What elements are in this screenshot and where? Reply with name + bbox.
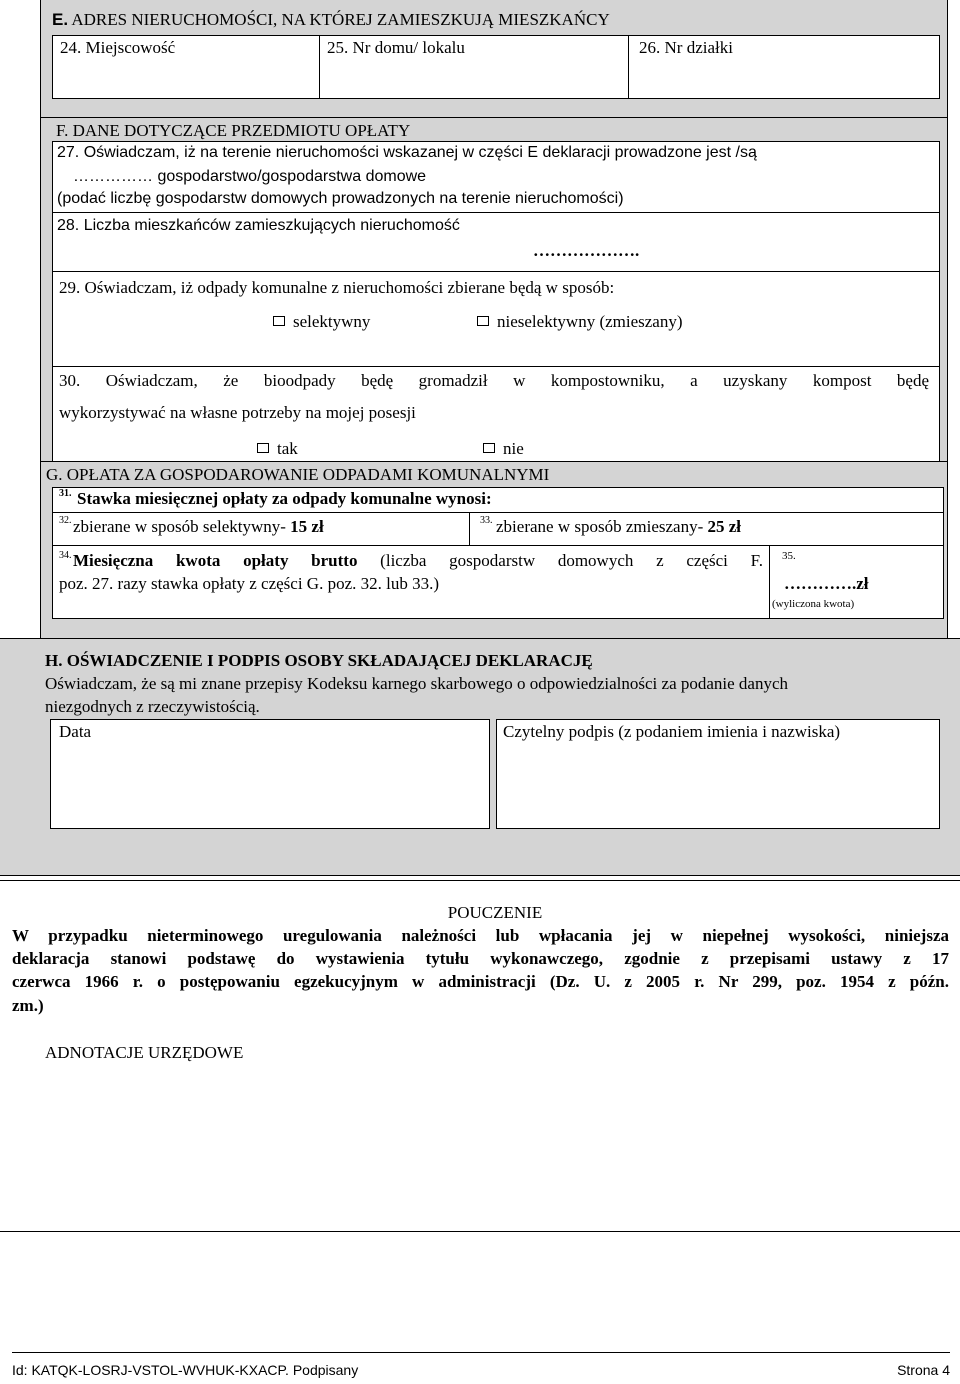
- field-33-label: zbierane w sposób zmieszany-: [496, 517, 708, 536]
- checkbox-square[interactable]: [273, 316, 285, 326]
- field-35-note: (wyliczona kwota): [772, 598, 855, 610]
- field-30-kompostownik: [52, 366, 940, 462]
- field-30-line1: 30. Oświadczam, że bioodpady będę gromadził w kompostowniku, a uzyskany kompost będę: [59, 371, 929, 390]
- footer-page: Strona 4: [897, 1362, 950, 1378]
- checkbox-square[interactable]: [257, 443, 269, 453]
- field-27-line3: (podać liczbę gospodarstw domowych prowadzonych na terenie nieruchomości): [57, 190, 624, 207]
- field-27-line1: 27. Oświadczam, iż na terenie nieruchomości wskazanej w części E deklaracji prowadzone jest /są: [57, 144, 757, 161]
- field-26-label: 26. Nr działki: [639, 38, 733, 57]
- checkbox-nieselektywny[interactable]: [477, 312, 683, 332]
- field-33-amount: 25 zł: [707, 517, 742, 536]
- pouczenie-title: POUCZENIE: [447, 903, 543, 922]
- section-h-title: H. OŚWIADCZENIE I PODPIS OSOBY SKŁADAJĄCEJ DEKLARACJĘ: [45, 651, 593, 670]
- section-e-title: [52, 10, 610, 30]
- field-30-line2: wykorzystywać na własne potrzeby na mojej posesji: [59, 403, 416, 422]
- field-35-wyliczona-kwota[interactable]: [769, 545, 944, 619]
- field-25-nr-domu[interactable]: [319, 35, 629, 99]
- field-24-label: 24. Miejscowość: [60, 38, 176, 57]
- field-32-amount: 15 zł: [290, 517, 324, 536]
- field-26-nr-dzialki[interactable]: [628, 35, 940, 99]
- adnotacje-urzedowe: ADNOTACJE URZĘDOWE: [45, 1043, 244, 1062]
- checkbox-tak[interactable]: [257, 439, 298, 459]
- pouczenie-line1: W przypadku nieterminowego uregulowania należności lub wpłacania jej w niepełnej wysokości, niniejsza: [12, 926, 949, 945]
- section-e-title-text: ADRES NIERUCHOMOŚCI, NA KTÓREJ ZAMIESZKUJĄ MIESZKAŃCY: [71, 10, 610, 29]
- pouczenie-line4: zm.): [12, 996, 44, 1015]
- checkbox-selektywny-label: selektywny: [293, 312, 371, 331]
- section-h-line1: Oświadczam, że są mi znane przepisy Kodeksu karnego skarbowego o odpowiedzialności za podanie danych: [45, 674, 789, 693]
- checkbox-tak-label: tak: [277, 439, 298, 458]
- field-32-selektywny: 32. zbierane w sposób selektywny- 15 zł: [52, 512, 470, 546]
- field-34-kwota-opisu: 34. Miesięczna kwota opłaty brutto (liczba gospodarstw domowych z części F. poz. 27. razy stawka opłaty z części G. poz. 32. lub 33.): [52, 545, 770, 619]
- section-e-letter: E.: [52, 10, 69, 29]
- section-h-line2: niezgodnych z rzeczywistością.: [45, 697, 260, 716]
- field-34-line2: poz. 27. razy stawka opłaty z części G. poz. 32. lub 33.): [59, 574, 440, 593]
- field-data-label: Data: [59, 722, 92, 741]
- field-podpis[interactable]: [496, 719, 940, 829]
- field-29-sposob-zbierania: [52, 271, 940, 367]
- field-podpis-label: Czytelny podpis (z podaniem imienia i nazwiska): [503, 722, 841, 741]
- field-28-liczba-mieszkancow[interactable]: [52, 212, 940, 272]
- checkbox-square[interactable]: [477, 316, 489, 326]
- section-g-title: G. OPŁATA ZA GOSPODAROWANIE ODPADAMI KOMUNALNYMI: [46, 465, 550, 484]
- footer-rule: [12, 1352, 950, 1353]
- field-24-miejscowosc[interactable]: [52, 35, 320, 99]
- field-33-zmieszany: 33. zbierane w sposób zmieszany- 25 zł: [469, 512, 944, 546]
- checkbox-square[interactable]: [483, 443, 495, 453]
- footer-id: Id: KATQK-LOSRJ-VSTOL-WVHUK-KXACP. Podpisany: [12, 1362, 359, 1378]
- checkbox-nie[interactable]: [483, 439, 524, 459]
- field-27-gospodarstwa[interactable]: [52, 141, 940, 213]
- field-28-dots: ……………….: [533, 241, 640, 260]
- pouczenie-line2: deklaracja stanowi podstawę do wystawienia tytułu wykonawczego, zgodnie z przepisami ustawy z 17: [12, 949, 949, 968]
- field-27-line2: …………… gospodarstwo/gospodarstwa domowe: [73, 168, 427, 185]
- field-data[interactable]: [50, 719, 490, 829]
- field-35-number: 35.: [782, 550, 796, 562]
- field-32-label: zbierane w sposób selektywny-: [73, 517, 291, 536]
- field-35-value: ………….zł: [784, 574, 869, 593]
- field-28-label: 28. Liczba mieszkańców zamieszkujących nieruchomość: [57, 217, 460, 234]
- checkbox-nieselektywny-label: nieselektywny (zmieszany): [497, 312, 683, 331]
- section-f-title: F. DANE DOTYCZĄCE PRZEDMIOTU OPŁATY: [56, 121, 411, 140]
- field-34-label-rest: (liczba gospodarstw domowych z części F.: [357, 551, 763, 570]
- field-25-label: 25. Nr domu/ lokalu: [327, 38, 465, 57]
- checkbox-nie-label: nie: [503, 439, 524, 458]
- field-34-label-bold: Miesięczna kwota opłaty brutto: [73, 551, 358, 570]
- field-31-label: Stawka miesięcznej opłaty za odpady komunalne wynosi:: [77, 489, 492, 508]
- pouczenie-line3: czerwca 1966 r. o postępowaniu egzekucyjnym w administracji (Dz. U. z 2005 r. Nr 299, poz. 1954 z późn.: [12, 972, 949, 991]
- checkbox-selektywny[interactable]: [273, 312, 370, 332]
- field-31-stawka: 31. Stawka miesięcznej opłaty za odpady komunalne wynosi:: [52, 487, 944, 513]
- field-29-label: 29. Oświadczam, iż odpady komunalne z nieruchomości zbierane będą w sposób:: [59, 278, 615, 297]
